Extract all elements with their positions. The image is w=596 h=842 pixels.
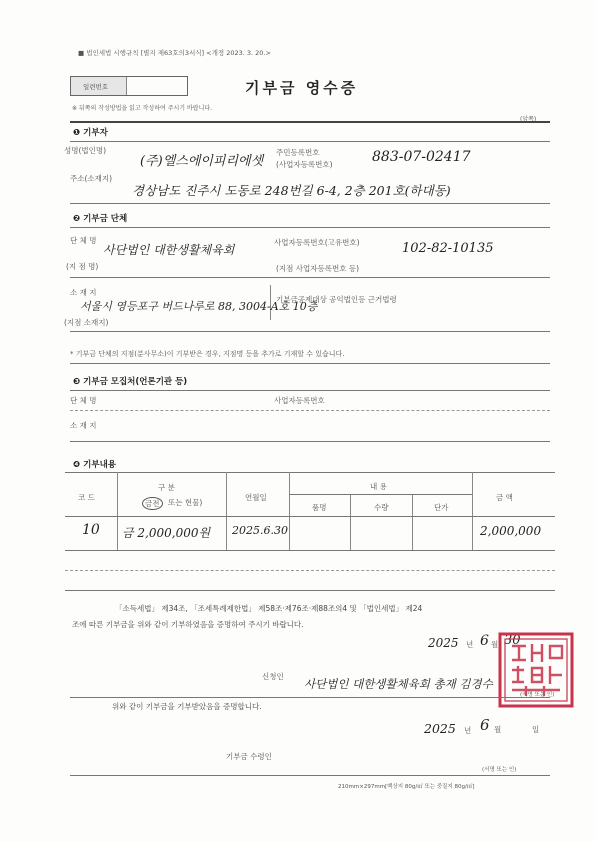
form-reference: ■ 법인세법 시행규칙 [별지 제63호의3서식] <개정 2023. 3. 20.> bbox=[78, 49, 271, 57]
col-item-header: 품명 bbox=[312, 503, 327, 512]
donee-location-sublabel: (지점 소재지) bbox=[64, 318, 109, 327]
donor-name-label: 성명(법인명) bbox=[64, 146, 107, 155]
col-unit-header: 단가 bbox=[434, 503, 449, 512]
donee-section-title: ❷ 기부금 단체 bbox=[73, 214, 128, 224]
donor-regno-value: 883-07-02417 bbox=[372, 149, 471, 165]
certify-date-month-suffix: 월 bbox=[491, 640, 499, 649]
col-kind-sub-goods: 또는 현물) bbox=[168, 498, 203, 507]
collector-location-label: 소 재 지 bbox=[70, 421, 97, 430]
contents-section-title: ❹ 기부내용 bbox=[73, 460, 117, 470]
row-code: 10 bbox=[82, 522, 100, 538]
col-qty-header: 수량 bbox=[374, 503, 389, 512]
donee-bizno-sublabel: (지점 사업자등록번호 등) bbox=[276, 264, 360, 273]
donor-regno-label: 주민등록번호 bbox=[276, 148, 320, 157]
receiver-sign-label: (서명 또는 인) bbox=[482, 767, 517, 773]
collector-org-label: 단 체 명 bbox=[70, 396, 97, 405]
certify-line-1: 「소득세법」 제34조, 「조세특례제한법」 제58조·제76조·제88조의4 및 「법인세법」 제24 bbox=[115, 604, 423, 613]
document-title: 기부금 영수증 bbox=[245, 79, 359, 97]
page-side-label: (앞쪽) bbox=[520, 116, 537, 123]
applicant-signature: 사단법인 대한생활체육회 총재 김경수 bbox=[304, 677, 493, 691]
receiver-label: 기부금 수령인 bbox=[226, 752, 272, 761]
serial-box bbox=[70, 76, 188, 96]
official-seal-stamp bbox=[496, 630, 576, 710]
donee-org-label: 단 체 명 bbox=[70, 236, 97, 245]
donee-org-sublabel: (지 점 명) bbox=[66, 262, 99, 271]
receipt-date-year: 2025 bbox=[424, 721, 456, 736]
applicant-label: 신청인 bbox=[262, 672, 284, 681]
receipt-date-month: 6 bbox=[480, 716, 490, 734]
paper-spec-footer: 210mm×297mm[백상지 80g/㎡ 또는 중질지 80g/㎡] bbox=[338, 784, 475, 790]
donor-address-value: 경상남도 진주시 도동로 248번길 6-4, 2층 201호(하대동) bbox=[132, 183, 451, 198]
certify-line-2: 조에 따른 기부금을 위와 같이 기부하였음을 증명하여 주시기 바랍니다. bbox=[72, 620, 304, 629]
receipt-date-day-suffix: 일 bbox=[532, 725, 540, 734]
applicant-sign-label: (서명 또는 인) bbox=[520, 692, 555, 698]
receipt-statement: 위와 같이 기부금을 기부받았음을 증명합니다. bbox=[112, 702, 262, 711]
col-detail-header: 내 용 bbox=[370, 482, 387, 491]
certify-date-year: 2025 bbox=[428, 636, 459, 650]
donor-section-title: ❶ 기부자 bbox=[73, 128, 108, 138]
certify-date-year-suffix: 년 bbox=[466, 640, 474, 649]
serial-label: 일련번호 bbox=[83, 83, 109, 91]
col-kind-header: 구 분 bbox=[158, 483, 175, 492]
certify-date-month: 6 bbox=[480, 633, 489, 649]
receipt-date-year-suffix: 년 bbox=[464, 726, 472, 735]
row-amount: 2,000,000 bbox=[480, 524, 542, 538]
donor-name-value: (주)엘스에이피리에셋 bbox=[140, 154, 264, 169]
donee-location-value: 서울시 영등포구 버드나루로 88, 3004-A호 10층 bbox=[80, 300, 318, 313]
donee-bizno-label: 사업자등록번호(고유번호) bbox=[274, 238, 360, 247]
collector-section-title: ❸ 기부금 모집처(언론기관 등) bbox=[73, 377, 188, 387]
donee-org-value: 사단법인 대한생활체육회 bbox=[103, 243, 235, 257]
row-date: 2025.6.30 bbox=[232, 524, 288, 537]
certify-date-day: 30 bbox=[504, 633, 521, 648]
receipt-date-month-suffix: 월 bbox=[494, 725, 502, 734]
col-kind-sub-cash: 금전 bbox=[142, 497, 163, 510]
row-kind: 금 2,000,000원 bbox=[122, 526, 211, 540]
collector-bizno-label: 사업자등록번호 bbox=[274, 396, 325, 405]
col-amount-header: 금 액 bbox=[496, 493, 513, 502]
donee-legal-basis-label: 기부금공제대상 공익법인등 근거법령 bbox=[276, 295, 397, 304]
donor-regno-sublabel: (사업자등록번호) bbox=[276, 160, 333, 169]
donee-branch-note: * 기부금 단체의 지점(분사무소)이 기부받은 경우, 지점명 등을 추가로 기재할 수 있습니다. bbox=[70, 350, 345, 358]
donee-location-label: 소 재 지 bbox=[70, 288, 97, 297]
donor-address-label: 주소(소재지) bbox=[70, 174, 113, 183]
donee-bizno-value: 102-82-10135 bbox=[402, 241, 494, 256]
instruction-note: ※ 뒤쪽의 작성방법을 읽고 작성하여 주시기 바랍니다. bbox=[72, 105, 213, 112]
col-date-header: 연월일 bbox=[245, 493, 267, 502]
col-code-header: 코 드 bbox=[78, 493, 95, 502]
